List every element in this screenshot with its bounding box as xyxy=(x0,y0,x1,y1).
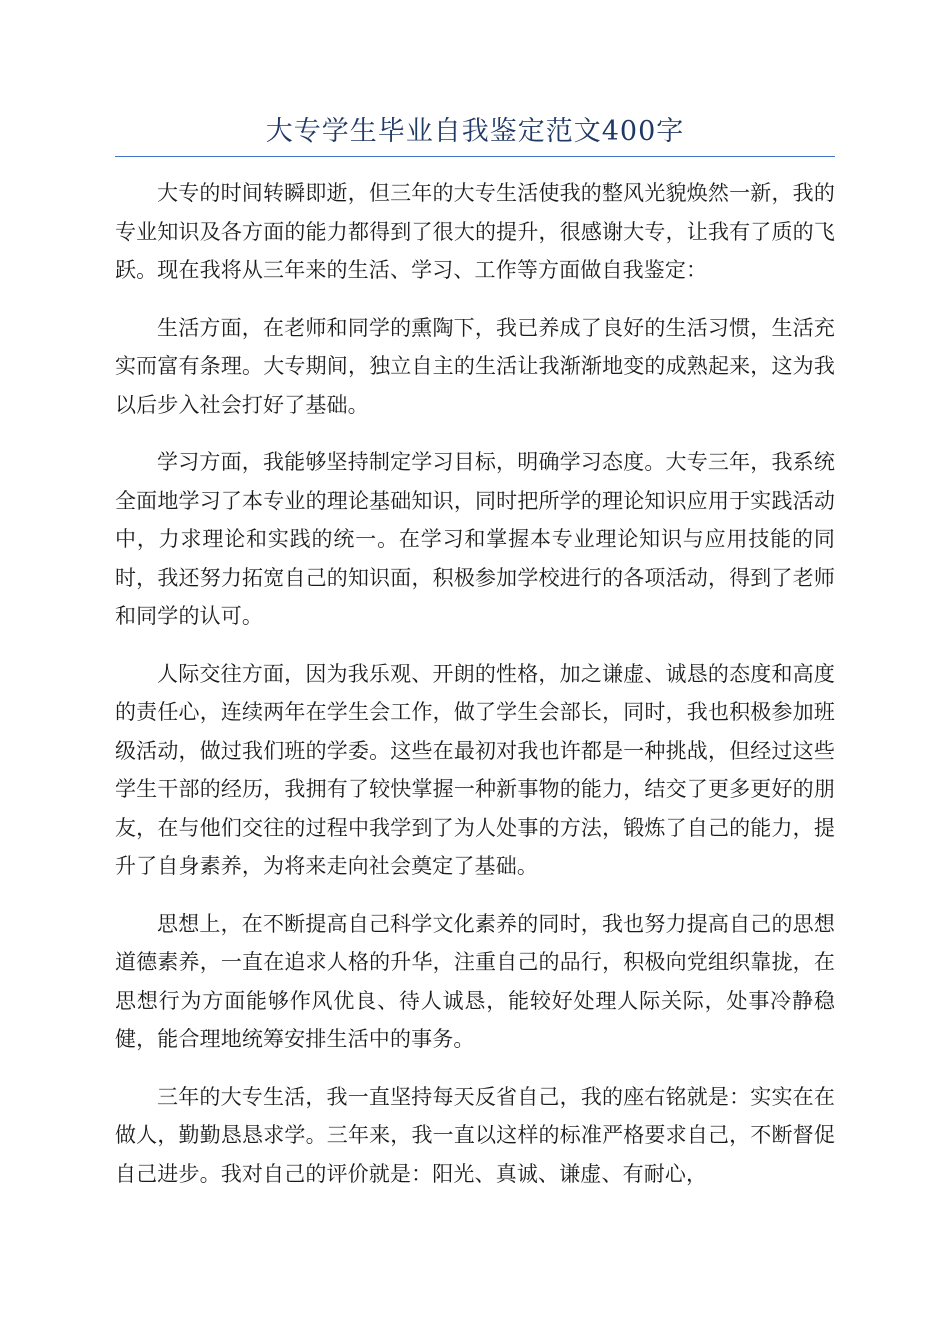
paragraph-social: 人际交往方面，因为我乐观、开朗的性格，加之谦虚、诚恳的态度和高度的责任心，连续两年在学生会工作，做了学生会部长，同时，我也积极参加班级活动，做过我们班的学委。这些在最初对我也许都是一种挑战，但经过这些学生干部的经历，我拥有了较快掌握一种新事物的能力，结交了更多更好的朋友，在与他们交往的过程中我学到了为人处事的方法，锻炼了自己的能力，提升了自身素养，为将来走向社会奠定了基础。 xyxy=(115,661,835,878)
document-title: 大专学生毕业自我鉴定范文400字 xyxy=(265,116,685,147)
paragraph-summary: 三年的大专生活，我一直坚持每天反省自己，我的座右铭就是：实实在在做人，勤勤恳恳求学。三年来，我一直以这样的标准严格要求自己，不断督促自己进步。我对自己的评价就是：阳光、真诚、谦虚、有耐心， xyxy=(115,1084,835,1186)
title-block xyxy=(115,112,835,157)
paragraph-intro: 大专的时间转瞬即逝，但三年的大专生活使我的整风光貌焕然一新，我的专业知识及各方面的能力都得到了很大的提升，很感谢大专，让我有了质的飞跃。现在我将从三年来的生活、学习、工作等方面做自我鉴定： xyxy=(115,181,835,282)
paragraph-ideology: 思想上，在不断提高自己科学文化素养的同时，我也努力提高自己的思想道德素养，一直在追求人格的升华，注重自己的品行，积极向党组织靠拢，在思想行为方面能够作风优良、待人诚恳，能较好处理人际关际，处事冷静稳健，能合理地统筹安排生活中的事务。 xyxy=(115,911,835,1051)
document-body xyxy=(115,174,835,1212)
paragraph-study: 学习方面，我能够坚持制定学习目标，明确学习态度。大专三年，我系统全面地学习了本专业的理论基础知识，同时把所学的理论知识应用于实践活动中，力求理论和实践的统一。在学习和掌握本专业理论知识与应用技能的同时，我还努力拓宽自己的知识面，积极参加学校进行的各项活动，得到了老师和同学的认可。 xyxy=(115,450,835,628)
paragraph-life: 生活方面，在老师和同学的熏陶下，我已养成了良好的生活习惯，生活充实而富有条理。大专期间，独立自主的生活让我渐渐地变的成熟起来，这为我以后步入社会打好了基础。 xyxy=(115,315,835,417)
